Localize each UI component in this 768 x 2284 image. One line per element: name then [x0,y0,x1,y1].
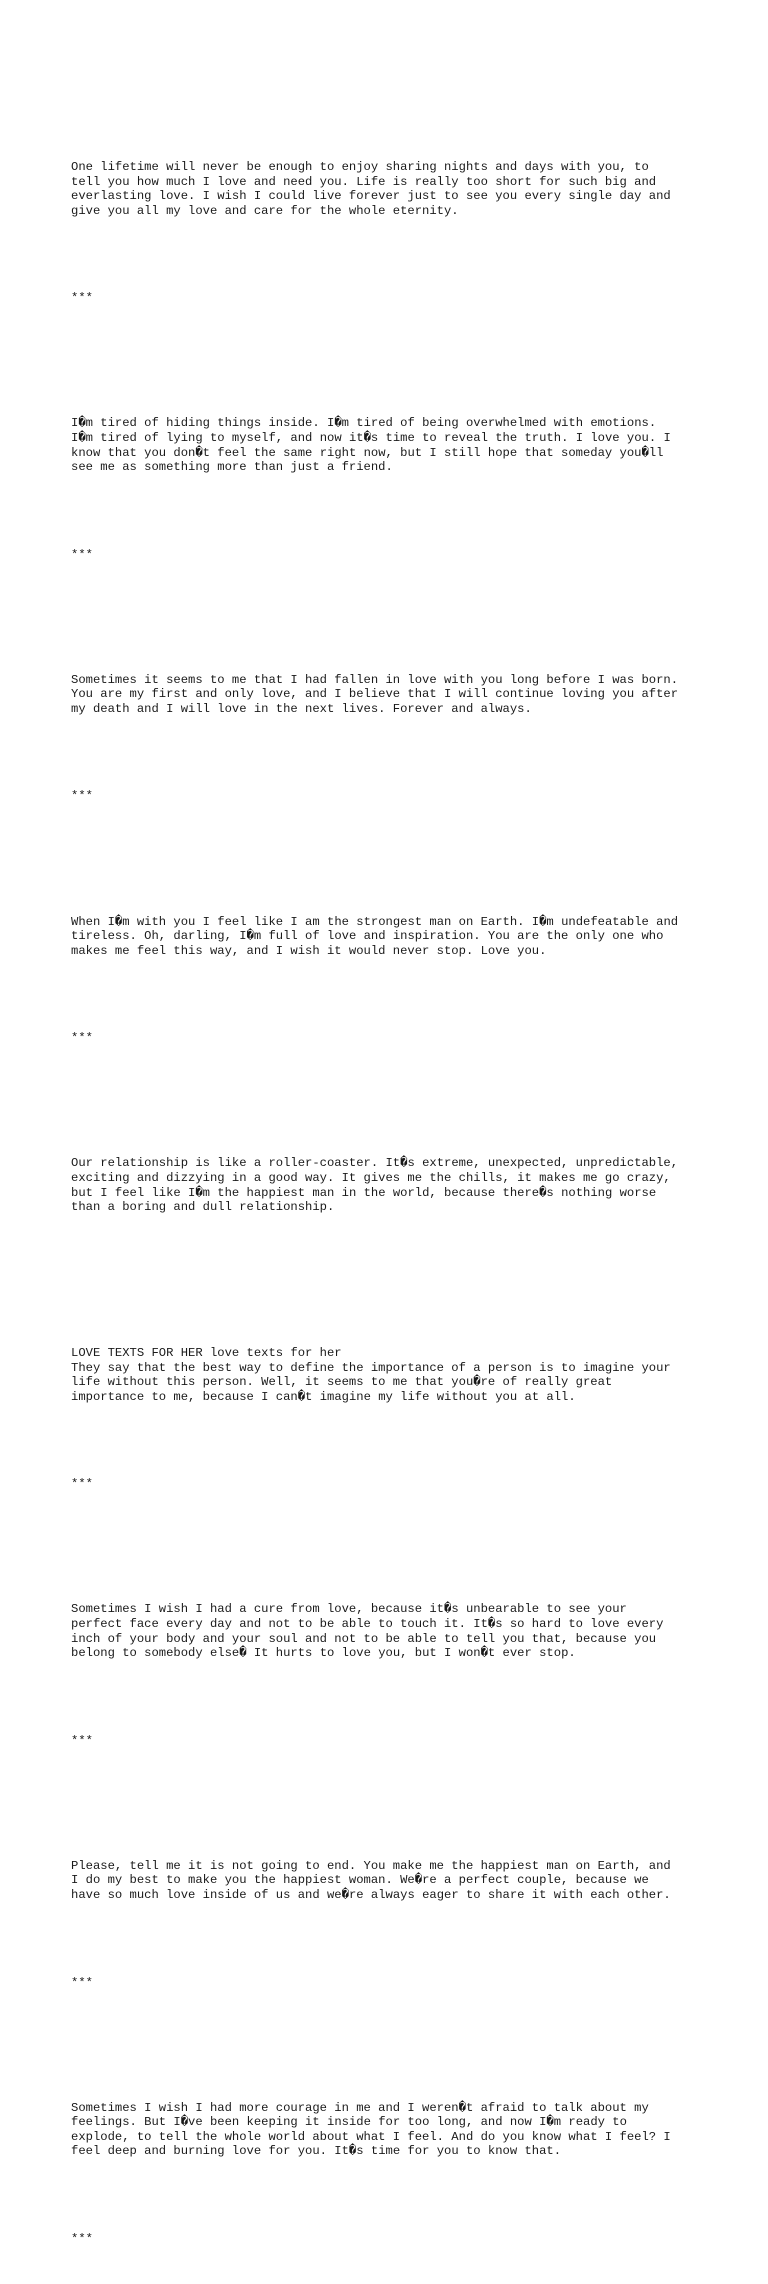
section-separator: *** [71,547,93,562]
text-line: They say that the best way to define the importance of a person is to imagine your [71,1360,671,1375]
text-line: makes me feel this way, and I wish it would never stop. Love you. [71,943,547,958]
document-body [71,87,711,2284]
text-line: give you all my love and care for the whole eternity. [71,203,459,218]
paragraph [71,387,711,504]
text-line: feel deep and burning love for you. It�s time for you to know that. [71,2144,562,2159]
text-line: You are my first and only love, and I believe that I will continue loving you after [71,687,679,702]
text-line: than a boring and dull relationship. [71,1200,335,1215]
text-line: exciting and dizzying in a good way. It gives me the chills, it makes me go crazy, [71,1171,671,1185]
text-line: everlasting love. I wish I could live forever just to see you every single day and [71,189,671,204]
text-line: have so much love inside of us and we�re always eager to share it with each other. [71,1888,671,1903]
text-line: I do my best to make you the happiest woman. We�re a perfect couple, because we [71,1873,649,1888]
section-separator: *** [71,1975,93,1990]
text-line: life without this person. Well, it seems to me that you�re of really great [71,1375,613,1390]
text-line: feelings. But I�ve been keeping it inside for too long, and now I�m ready to [71,2115,627,2130]
text-line: tell you how much I love and need you. Life is really too short for such big and [71,174,657,189]
text-line: I�m tired of hiding things inside. I�m tired of being overwhelmed with emotions. [71,416,657,431]
section-separator: *** [71,1733,93,1748]
text-line: perfect face every day and not to be able to touch it. It�s so hard to love every [71,1617,664,1632]
text-line: One lifetime will never be enough to enjoy sharing nights and days with you, to [71,159,649,174]
section-separator: *** [71,291,93,306]
paragraph [71,2071,711,2188]
text-line: see me as something more than just a friend. [71,460,393,475]
paragraph [71,1573,711,1690]
text-line: When I�m with you I feel like I am the strongest man on Earth. I�m undefeatable and [71,914,679,929]
section-separator: *** [71,1477,93,1492]
section-separator: *** [71,789,93,804]
text-line: my death and I will love in the next lives. Forever and always. [71,701,532,716]
text-line: importance to me, because I can�t imagine my life without you at all. [71,1389,576,1404]
text-line: Please, tell me it is not going to end. You make me the happiest man on Earth, and [71,1858,671,1873]
paragraph [71,885,711,987]
text-line: but I feel like I�m the happiest man in the world, because there�s nothing worse [71,1185,657,1200]
section-heading-line: LOVE TEXTS FOR HER love texts for her [71,1346,342,1361]
text-line: I�m tired of lying to myself, and now it�s time to reveal the truth. I love you. I [71,430,671,445]
paragraph [71,131,711,248]
text-line: tireless. Oh, darling, I�m full of love and inspiration. You are the only one who [71,929,664,944]
text-line: belong to somebody else� It hurts to love you, but I won�t ever stop. [71,1646,576,1661]
text-line: explode, to tell the whole world about what I feel. And do you know what I feel? I [71,2129,671,2144]
text-line: Our relationship is like a roller-coaster. It�s extreme, unexpected, unpredictable, [71,1156,679,1171]
section-separator: *** [71,2231,93,2246]
paragraph [71,644,711,746]
text-line: know that you don�t feel the same right now, but I still hope that someday you�ll [71,445,664,460]
text-line: Sometimes I wish I had more courage in me and I weren�t afraid to talk about my [71,2100,649,2115]
text-line: Sometimes I wish I had a cure from love, because it�s unbearable to see your [71,1602,627,1617]
section-separator: *** [71,1031,93,1046]
paragraph [71,1830,711,1932]
paragraph [71,1127,711,1244]
text-line: inch of your body and your soul and not to be able to tell you that, because you [71,1631,657,1646]
paragraph [71,1317,711,1434]
text-line: Sometimes it seems to me that I had fallen in love with you long before I was born. [71,672,679,687]
